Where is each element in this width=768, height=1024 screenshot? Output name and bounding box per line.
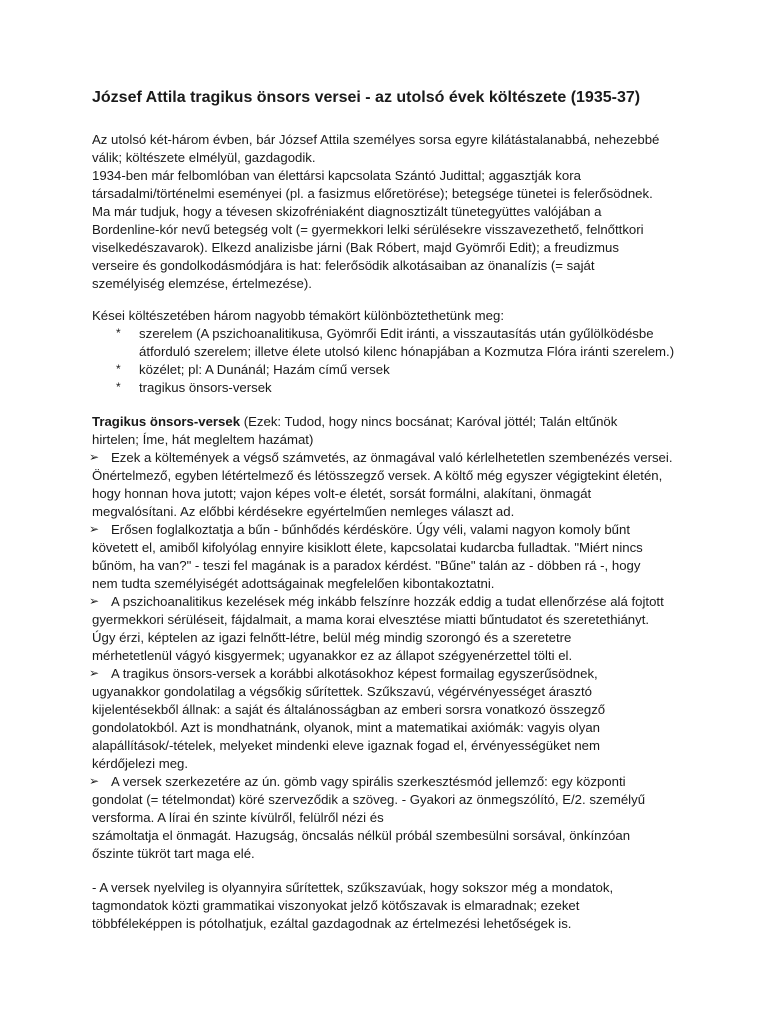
arrow-bullet-icon: ➢: [89, 774, 100, 788]
arrow-line: Erősen foglalkoztatja a bűn - bűnhődés kérdésköre. Úgy véli, valami nagyon komoly bűnt: [111, 522, 631, 537]
closing-line: - A versek nyelvileg is olyannyira sűrítettek, szűkszavúak, hogy sokszor még a mondatok,: [92, 880, 614, 895]
arrow-line: Önértelmező, egyben létértelmező és létösszegző versek. A költő még egyszer végigtekint életén,: [92, 468, 663, 483]
intro-line: válik; költészete elmélyül, gazdagodik.: [92, 150, 316, 165]
arrow-line: megvalósítani. Az előbbi kérdésekre egyértelműen nemleges választ ad.: [92, 504, 515, 519]
arrow-line: kérdőjelezi meg.: [92, 756, 189, 771]
tragic-heading-line2: hirtelen; Íme, hát megleltem hazámat): [92, 432, 314, 447]
arrow-line: alapállítások/-tételek, melyeket mindenki eleve igaznak fogad el, érvényességüket nem: [92, 738, 601, 753]
arrow-line: A pszichoanalitikus kezelések még inkább felszínre hozzák eddig a tudat ellenőrzése alá fojtott: [111, 594, 664, 609]
intro-line: Ma már tudjuk, hogy a tévesen skizofréniaként diagnosztizált tünetegyüttes valójában a: [92, 204, 602, 219]
arrow-line: számoltatja el önmagát. Hazugság, öncsalás nélkül próbál szembesülni sorsával, önkínzóan: [92, 828, 631, 843]
intro-line: Bordenline-kór nevű betegség volt (= gyermekkori lelki sérülésekre visszavezethető, felnőttkori: [92, 222, 644, 237]
closing-line: többféleképpen is pótolhatjuk, ezáltal gazdagodnak az értelmezési lehetőségek is.: [92, 916, 572, 931]
arrow-line: ugyanakkor gondolatilag a végsőkig sűrítettek. Szűkszavú, végérvényességet árasztó: [92, 684, 592, 699]
themes-intro: Kései költészetében három nagyobb témakört különböztethetünk meg:: [92, 308, 504, 323]
list-item-continuation: átforduló szerelem; illetve élete utolsó kilenc hónapjában a Kozmutza Flóra iránti szerelem.): [139, 344, 675, 359]
tragic-heading-line: [92, 413, 617, 430]
arrow-line: A versek szerkezetére az ún. gömb vagy spirális szerkesztésmód jellemző: egy központi: [111, 774, 626, 789]
arrow-line: gondolatokból. Azt is mondhatnánk, olyanok, mint a matematikai axiómák: vagyis olyan: [92, 720, 600, 735]
list-item: szerelem (A pszichoanalitikusa, Gyömrői Edit iránti, a visszautasítás után gyűlölködésbe: [139, 326, 654, 341]
arrow-line: Ezek a költemények a végső számvetés, az önmagával való kérlelhetetlen szembenézés versei.: [111, 450, 673, 465]
intro-line: Az utolsó két-három évben, bár József Attila személyes sorsa egyre kilátástalanabbá, nehezebbé: [92, 132, 660, 147]
arrow-line: kijelentésekből állnak: a saját és általánosságban az emberi sorsra vonatkozó összegző: [92, 702, 606, 717]
intro-line: verseire és gondolkodásmódjára is hat: felerősödik alkotásaiban az önanalízis (= saját: [92, 258, 595, 273]
arrow-line: hogy honnan hova jutott; vajon képes volt-e életét, sorsát formálni, alakítani, önmagát: [92, 486, 592, 501]
arrow-line: gondolat (= tételmondat) köré szerveződik a szöveg. - Gyakori az önmegszólító, E/2. személyű: [92, 792, 646, 807]
intro-line: viselkedészavarok). Elkezd analizisbe járni (Bak Róbert, majd Gyömrői Edit); a freudizmus: [92, 240, 619, 255]
arrow-bullet-icon: ➢: [89, 450, 100, 464]
arrow-line: őszinte tükröt tart maga elé.: [92, 846, 255, 861]
list-bullet: *: [116, 380, 121, 394]
intro-line: 1934-ben már felbomlóban van élettársi kapcsolata Szántó Judittal; aggasztják kora: [92, 168, 581, 183]
arrow-line: gyermekkori sérüléseit, fájdalmait, a mama korai elvesztése miatti bűntudatot és szeretethiányt.: [92, 612, 650, 627]
document-title: József Attila tragikus önsors versei - az utolsó évek költészete (1935-37): [92, 89, 641, 106]
arrow-line: versforma. A lírai én szinte kívülről, felülről nézi és: [92, 810, 384, 825]
closing-line: tagmondatok közti grammatikai viszonyokat jelző kötőszavak is elmaradnak; ezeket: [92, 898, 580, 913]
list-bullet: *: [116, 362, 121, 376]
tragic-heading-bold: Tragikus önsors-versek: [92, 414, 241, 429]
intro-line: társadalmi/történelmi eseményei (pl. a fasizmus előretörése); betegsége tünetei is felerősödnek.: [92, 186, 653, 201]
list-bullet: *: [116, 326, 121, 340]
intro-line: személyiség elemzése, értelmezése).: [92, 276, 312, 291]
list-item: tragikus önsors-versek: [139, 380, 272, 395]
arrow-bullet-icon: ➢: [89, 666, 100, 680]
arrow-bullet-icon: ➢: [89, 594, 100, 608]
arrow-line: bűnöm, ha van?" - teszi fel magának is a paradox kérdést. "Bűne" talán az - döbben rá -, hogy: [92, 558, 641, 573]
arrow-line: követett el, amiből kifolyólag ennyire kisiklott élete, kapcsolatai kudarcba fulladtak. "Miért nincs: [92, 540, 643, 555]
list-item: közélet; pl: A Dunánál; Hazám című versek: [139, 362, 390, 377]
arrow-line: nem tudta személyiségét adottságainak megfelelően kibontakoztatni.: [92, 576, 495, 591]
tragic-heading-rest: (Ezek: Tudod, hogy nincs bocsánat; Karóval jöttél; Talán eltűnök: [240, 414, 618, 429]
arrow-bullet-icon: ➢: [89, 522, 100, 536]
arrow-line: A tragikus önsors-versek a korábbi alkotásokhoz képest formailag egyszerűsödnek,: [111, 666, 598, 681]
arrow-line: Úgy érzi, képtelen az igazi felnőtt-létre, belül még mindig szorongó és a szeretetre: [92, 630, 572, 645]
arrow-line: mérhetetlenül vágyó kisgyermek; ugyanakkor ez az állapot szégyenérzettel tölti el.: [92, 648, 573, 663]
